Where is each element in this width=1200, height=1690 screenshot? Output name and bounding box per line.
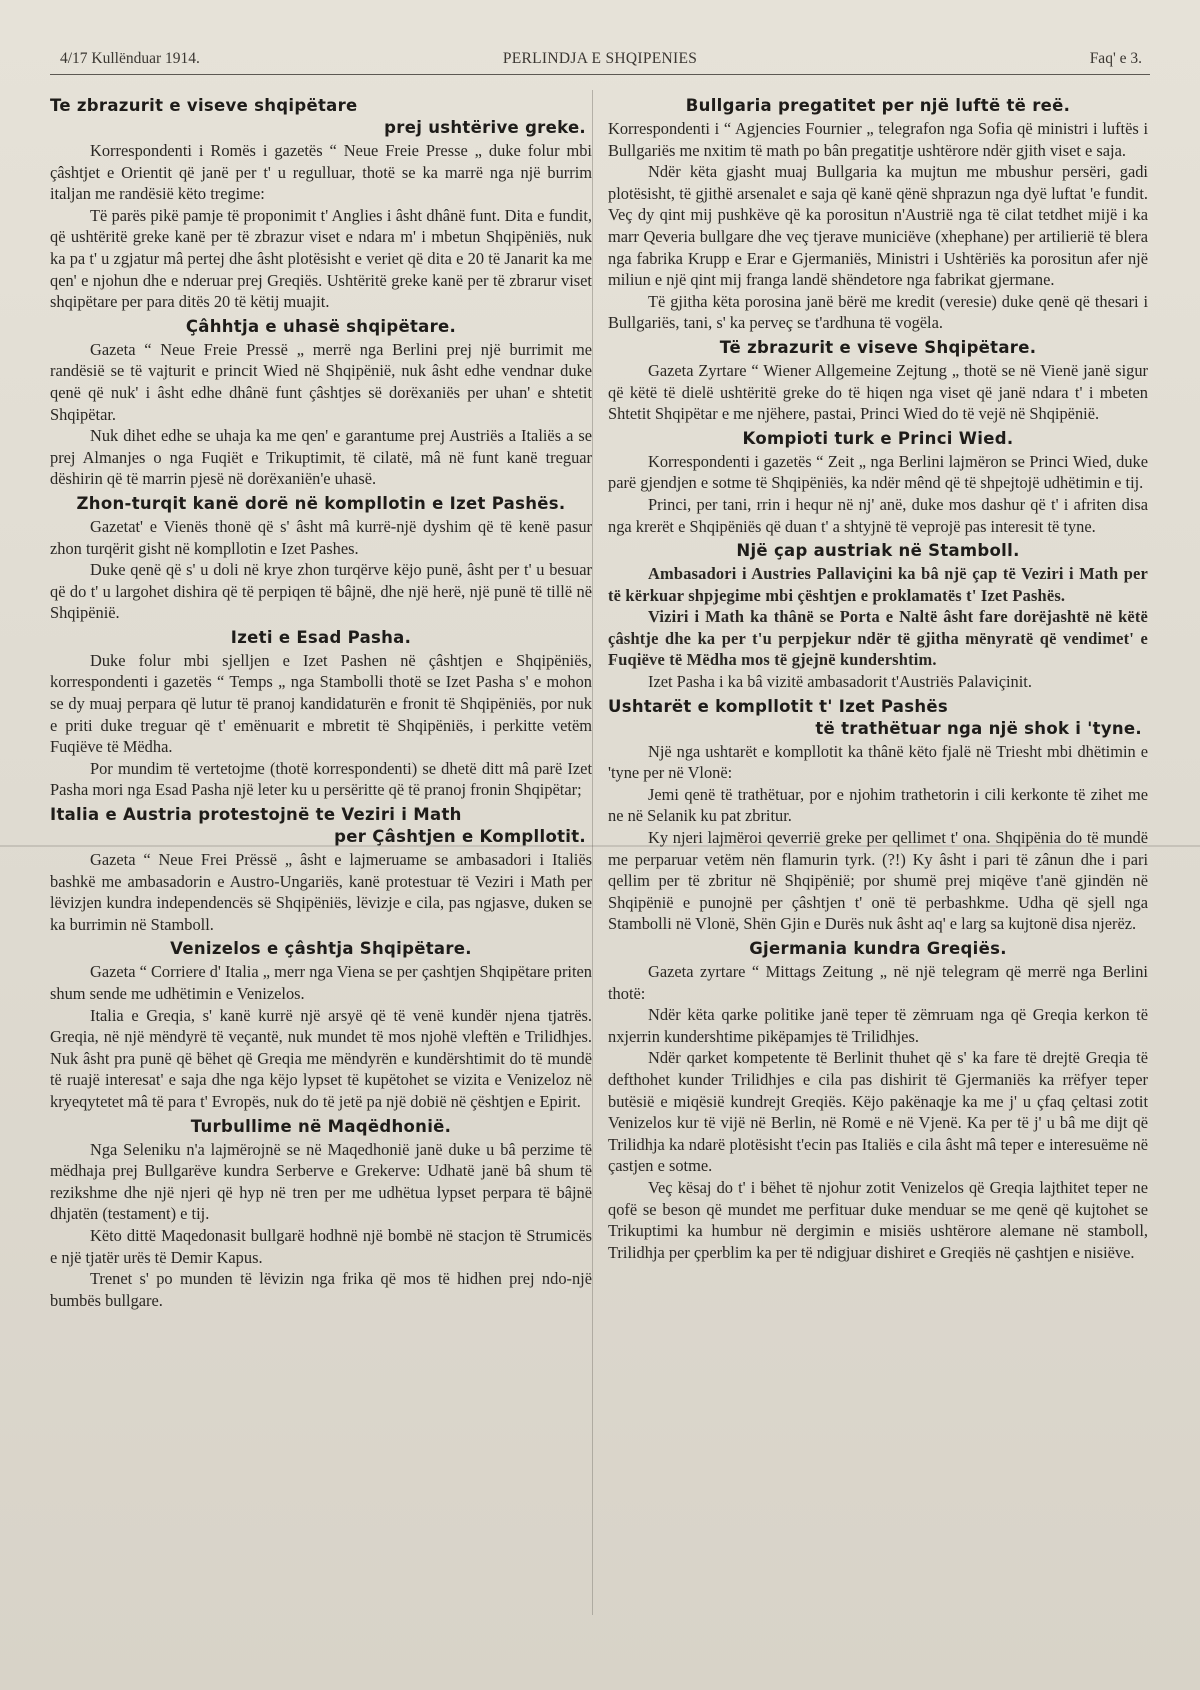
article-paragraph: Italia e Greqia, s' kanë kurrë një arsyë që të venë kundër njena tjatrës. Greqia, në një mëndyrë të veçantë, nuk mundet të mos njohë vleftën e Trilidhjes. Nuk âsht pra punë që bëhet që Greqia me mëndyrën e kundërshtimit do të mundë të ruajë interesat' e saja dhe nga këjo lypset të kupëtohet se vizita e Venizeloz në kryeqytetet mâ të para t' Evropës, nuk do të jetë pa një dobië në çështjen e Epirit.: [50, 1005, 592, 1111]
headline-line: Ushtarët e kompllotit t' Izet Pashës: [608, 696, 948, 716]
article-paragraph: Nuk dihet edhe se uhaja ka me qen' e garantume prej Austriës a Italiës a se prej Almanjes o nga Fuqiët e Trikuptimit, të cilatë, mâ në funt kanë treguar dëshirin që të marrin pjesë në dorëxaniën'e uhasë.: [50, 426, 592, 489]
article-headline: [50, 804, 592, 848]
article: [608, 540, 1148, 693]
article-headline: Çâhhtja e uhasë shqipëtare.: [185, 316, 457, 336]
article-headline: Zhon-turqit kanë dorë në kompllotin e Izet Pashës.: [76, 493, 566, 513]
article: [50, 804, 592, 935]
article-paragraph: Gazeta “ Corriere d' Italia „ merr nga Viena se per çashtjen Shqipëtare priten shum sende me udhëtimin e Venizelos.: [50, 962, 592, 1003]
page-number: Faq' e 3.: [1089, 50, 1142, 67]
article-headline: [608, 696, 1148, 740]
headline-line: Italia e Austria protestojnë te Veziri i Math: [50, 805, 462, 825]
article: [50, 316, 592, 490]
article-headline: Gjermania kundra Greqiës.: [749, 939, 1007, 958]
article-paragraph: Gazeta Zyrtare “ Wiener Allgemeine Zejtung „ thotë se në Vienë janë sigur që këtë të dielë ushtëritë greke do të hiqen nga viset që janë ndara t' i mbeten Shtetit Shqipëtar e me njëhere, pastai, Princi Wied do të vejë në Shqipënië.: [608, 360, 1148, 424]
article: [50, 493, 592, 624]
left-column: [50, 92, 592, 1311]
article-paragraph: Ndër qarket kompetente të Berlinit thuhet që s' ka fare të drejtë Greqia të defthohet kunder Trilidhjes e cila pas dishirit të Gjermaniës ka rrëfyer teper butësië e miqësië kundrejt Greqiës. Këjo pakënaqje ka me j' u çfaq çeltasi zotit Venizelos kur të vijë në Berlin, në Romë e në Vjenë. Ka per të j' u bâ me dijt që Trilidhja ka ndarë plotësisht t'ecin pas Italiës e cila âsht mâ teper e interesuëme në çastjen e sotme.: [608, 1048, 1148, 1176]
article-headline: [50, 95, 592, 139]
article-paragraph: Një nga ushtarët e kompllotit ka thânë këto fjalë në Triesht mbi dhëtimin e 'tyne per në Vlonë:: [608, 741, 1148, 783]
article: [50, 95, 592, 313]
headline-line: per Çâshtjen e Kompllotit.: [334, 827, 586, 847]
article-paragraph: Ndër këta gjasht muaj Bullgaria ka mujtun me mbushur persëri, gadi plotësisht, të gjithë arsenalet e saja që kanë qënë shprazun nga dyë luftat 'e fundit. Veç dy qint mij pushkëve që ka porositun n'Austrië nga të cilat tetdhet mijë i ka marr Qeveria bullgare dhe veç tjerave municiëve (xhephane) per artilierië të blera nga fabrika Krupp e Erar e Gjermaniës, Ministri i Ushtëriës ka porositun afer një miliun e një qint mij franga landë shëndetore nga fabrikat gjermane.: [608, 162, 1148, 290]
running-header: [50, 44, 1150, 75]
issue-date: 4/17 Kullënduar 1914.: [60, 50, 200, 67]
article-paragraph: Veç kësaj do t' i bëhet të njohur zotit Venizelos që Greqia lajthitet teper ne qofë se beson që mundet me perfituar duke menduar se me qenë që kujtohet se Trikuptimi ka humbur në dergimin e misiës ushtërore alemane në stamboll, Trilidhja per çperblim ka per të ndigjuar dishiret e Greqiës në çashtjen e nisiëve.: [608, 1177, 1148, 1262]
article-paragraph: Izet Pasha i ka bâ vizitë ambasadorit t'Austriës Palaviçinit.: [648, 672, 1032, 692]
article-paragraph: Korrespondenti i gazetës “ Zeit „ nga Berlini lajmëron se Princi Wied, duke parë gjendjen e sotme të Shqipëniës, ka ndër mênd që të shpejtojë udhëtimin e tij.: [608, 451, 1148, 493]
article-paragraph: Duke folur mbi sjelljen e Izet Pashen në çâshtjen e Shqipëniës, korrespondenti i gazetës “ Temps „ nga Stambolli thotë se Izet Pasha s' e mohon se dy muaj perpara që lutur të pranoj kandidaturën e fronit të Shqipëniës, por nuk e priti duke treguar që t' emënuarit e mbretit të Shqipëniës, i perkitte vetëm Fuqiëve të Mëdha.: [50, 650, 592, 757]
article: [608, 696, 1148, 935]
article-paragraph-bold: Ambasadori i Austries Pallaviçini ka bâ një çap të Veziri i Math per të kërkuar shpjegime mbi çështjen e proklamatës t' Izet Pashës.: [608, 564, 1148, 605]
article-paragraph: Gazeta “ Neue Freie Pressë „ merrë nga Berlini prej një burrimit me randësië se të vajturit e princit Wied në Shqipënië, nuk âsht edhe vendnar duke qenë që nuk' i âsht edhe dhânë funt çâshtjes së dorëxaniës per uhan' e shtetit Shqipëtar.: [50, 339, 592, 424]
article: [50, 1116, 592, 1312]
article-paragraph: Duke qenë që s' u doli në krye zhon turqërve këjo punë, âsht per t' u besuar që do t' u largohet dishira që të perpiqen të bâjnë, dhe një herë, një punë të tillë në Shqipënië.: [50, 560, 592, 623]
headline-line: prej ushtërive greke.: [384, 118, 586, 137]
article-paragraph: Korrespondenti i “ Agjencies Fournier „ telegrafon nga Sofia që ministri i luftës i Bullgariës me nxitim të math po bân pregatitje ushtërore ndër gjith viset e saja.: [608, 119, 1148, 160]
article-paragraph: Gazeta zyrtare “ Mittags Zeitung „ në një telegram që merrë nga Berlini thotë:: [608, 962, 1148, 1003]
article-paragraph: Këto dittë Maqedonasit bullgarë hodhnë një bombë në stacjon të Strumicës e një tjatër urës të Demir Kapus.: [50, 1225, 592, 1267]
article: [608, 337, 1148, 425]
article: [50, 627, 592, 801]
article: [50, 938, 592, 1112]
article-headline: Të zbrazurit e viseve Shqipëtare.: [719, 337, 1037, 357]
article-paragraph: Por mundim të vertetojme (thotë korrespondenti) se dhetë ditt mâ parë Izet Pasha mori nga Esad Pasha një leter ku u persëritte që të pranoj fronin Shqipëtar;: [50, 758, 592, 800]
article-paragraph: Jemi qenë të trathëtuar, por e njohim trathetorin i cili kerkonte të zihet me ne në Selanik ku pat zbritur.: [608, 784, 1148, 826]
newspaper-title: PERLINDJA E SHQIPENIES: [502, 50, 698, 67]
headline-line: të trathëtuar nga një shok i 'tyne.: [815, 718, 1142, 738]
article-paragraph: Të gjitha këta porosina janë bërë me kredit (veresie) duke qenë që thesari i Bullgariës, tani, s' ka perveç se t'ardhuna të vogëla.: [608, 291, 1148, 333]
article-paragraph: Trenet s' po munden të lëvizin nga frika që mos të hidhen prej ndo-një bumbës bullgare.: [50, 1269, 592, 1310]
article-paragraph: Korrespondenti i Romës i gazetës “ Neue Freie Presse „ duke folur mbi çâshtjet e Orientit që janë per t' u regulluar, thotë se ka marrë nga një burrim italjan me randësië këto tregime:: [50, 141, 592, 204]
article: [608, 95, 1148, 334]
article-paragraph: Princi, per tani, rrin i hequr në nj' anë, duke mos dashur që t' i afriten disa nga krerët e Shqipëniës që duan t' a shtyjnë të veprojë pas interesit të tyne.: [608, 494, 1148, 536]
article: [608, 938, 1148, 1263]
headline-line: Te zbrazurit e viseve shqipëtare: [50, 96, 358, 115]
article-paragraph: Të parës pikë pamje të proponimit t' Anglies i âsht dhânë funt. Dita e fundit, që ushtëritë greke kanë per të zbrazur viset e ndara m' i mbetun Shqipëniës, nuk ka pa t' u zgjatur mâ pertej dhe âsht plotësisht e veriet që dita e 20 të Janarit ka me qen' e njohun dhe e nderuar prej Greqiës. Ushtëritë greke kanë per të zbrarur viset shqipëtare per para ditës 20 të këtij muajit.: [50, 205, 592, 312]
article-paragraph: Ky njeri lajmëroi qeverrië greke per qellimet t' ona. Shqipënia do të mundë me perparuar vetëm nën flamurin tyrk. (?!) Ky âsht i pari të zânun dhe i pari qellim per të zbritur në Shqipënië; por shumë prej miqëve t'anë gjindën në Shqipënië e punojnë per çâshtjen t' onë të perbashkme. Udha që sjell nga Stambolli në Vlonë, Shën Gjin e Durës nuk âsht aq' e larg sa kujtonë disa njerëz.: [608, 828, 1148, 934]
article-paragraph-bold: Viziri i Math ka thânë se Porta e Naltë âsht fare dorëjashtë në këtë çâshtje dhe ka per t'u perpjekur ndër të gjitha mënyratë që vendimet' e Fuqiëve të Mëdha mos të gjejnë kundershtim.: [608, 607, 1148, 670]
article-headline: Venizelos e çâshtja Shqipëtare.: [170, 939, 472, 959]
article-paragraph: Gazeta “ Neue Frei Prëssë „ âsht e lajmeruame se ambasadori i Italiës bashkë me ambasadorin e Austro-Ungariës, kanë protestuar të Veziri i Math per lëvizjen kundra independencës së Shqipëniës, lëvizje e cila, pas ngjasve, duken se ka burrimin në Stamboll.: [50, 850, 592, 934]
article-headline: Kompioti turk e Princi Wied.: [742, 428, 1014, 448]
article-paragraph: Ndër këta qarke politike janë teper të zëmruam nga që Greqia kerkon të nxjerrin kundershtime pikëpamjes të Trilidhjes.: [608, 1005, 1148, 1046]
article-paragraph: Gazetat' e Vienës thonë që s' âsht mâ kurrë-një dyshim që të kenë pasur zhon turqërit gisht në kompllotin e Izet Pashes.: [50, 516, 592, 558]
column-divider: [592, 90, 593, 1615]
right-column: [608, 92, 1148, 1263]
article-headline: Izeti e Esad Pasha.: [230, 627, 412, 647]
article-paragraph: Nga Seleniku n'a lajmërojnë se në Maqedhonië janë duke u bâ perzime të mëdhaja prej Bullgarëve kundra Serberve e Grekerve: Udhatë janë bâ shum të rezikshme dhe një njeri që hyp në tren per me udhëtua lypset perpara të bâjnë dhjatën (testament) e tij.: [50, 1139, 592, 1224]
article-headline: Turbullime në Maqëdhonië.: [190, 1116, 452, 1136]
article-headline: Bullgaria pregatitet per një luftë të reë.: [685, 96, 1071, 115]
article: [608, 428, 1148, 537]
article-headline: Një çap austriak në Stamboll.: [736, 541, 1020, 561]
